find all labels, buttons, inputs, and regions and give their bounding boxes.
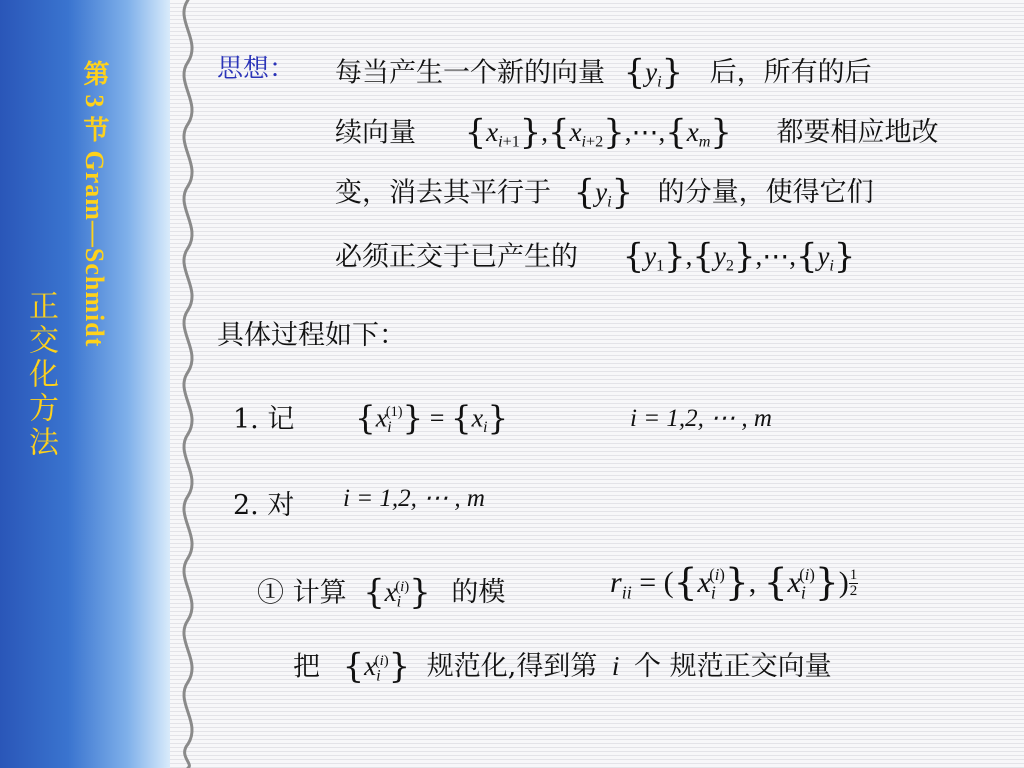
- idea-line-3: [335, 173, 874, 212]
- substep2-label: 把: [293, 651, 320, 683]
- idea-line4-text: 必须正交于已产生的: [335, 241, 578, 273]
- binding-spine: [168, 0, 208, 768]
- idea-line2-text: 续向量: [335, 117, 416, 149]
- idea-label: 思想：: [217, 54, 296, 84]
- step1-label: 1. 记: [233, 404, 295, 435]
- sidebar-title-block: [18, 60, 158, 760]
- sidebar: [0, 0, 170, 768]
- substep2-i: i: [611, 651, 620, 682]
- section-title: 第 3 节 Gram—Schmidt: [80, 60, 109, 348]
- formula-yi-2: $\{y_i\}$: [573, 173, 634, 212]
- slide-content: [215, 0, 1015, 768]
- process-heading: 具体过程如下：: [217, 320, 406, 351]
- formula-x-sequence: $\{x_{i+1}\},\{x_{i+2}\},\cdots,\{x_m\}$: [464, 113, 732, 152]
- substep2-end: 个 规范正交向量: [634, 651, 832, 683]
- substep1: [257, 573, 506, 612]
- substep1-end: 的模: [451, 577, 506, 609]
- idea-line-2: [335, 113, 939, 152]
- formula-yi: $\{y_i\}$: [623, 53, 684, 92]
- formula-xi-i: $\{x_i^{(i)}\}$: [363, 573, 431, 612]
- idea-line3-text: 变，消去其平行于: [335, 177, 551, 209]
- formula-y-sequence: $\{y_1\},\{y_2\},\cdots,\{y_i\}$: [622, 237, 856, 276]
- step1-formula: $\{x_i^{(1)}\} = \{x_i\}$: [355, 399, 509, 437]
- idea-line1-end: 后，所有的后: [709, 57, 872, 89]
- idea-line-4: [335, 237, 856, 276]
- idea-line2-end: 都要相应地改: [776, 117, 939, 149]
- norm-formula: $r_{ii} = (\{x_i^{(i)}\}$, $\{x_i^{(i)}\}$) $\frac{1}{2}$: [610, 560, 858, 604]
- substep2-text: 规范化,得到第: [426, 651, 598, 683]
- substep2: [293, 647, 832, 686]
- idea-line1-text: 每当产生一个新的向量: [335, 57, 605, 89]
- formula-xi-i-2: $\{x_i^{(i)}\}$: [342, 647, 411, 686]
- step2-label: 2. 对: [233, 490, 295, 521]
- section-subtitle: 正交化方法: [23, 290, 58, 460]
- step2-range: i = 1,2, ⋯ , m: [343, 485, 485, 512]
- step1-range: i = 1,2, ⋯ , m: [630, 405, 772, 432]
- substep1-label: ① 计算: [257, 577, 347, 609]
- idea-line-1: [335, 53, 872, 92]
- idea-line3-end: 的分量，使得它们: [657, 177, 874, 209]
